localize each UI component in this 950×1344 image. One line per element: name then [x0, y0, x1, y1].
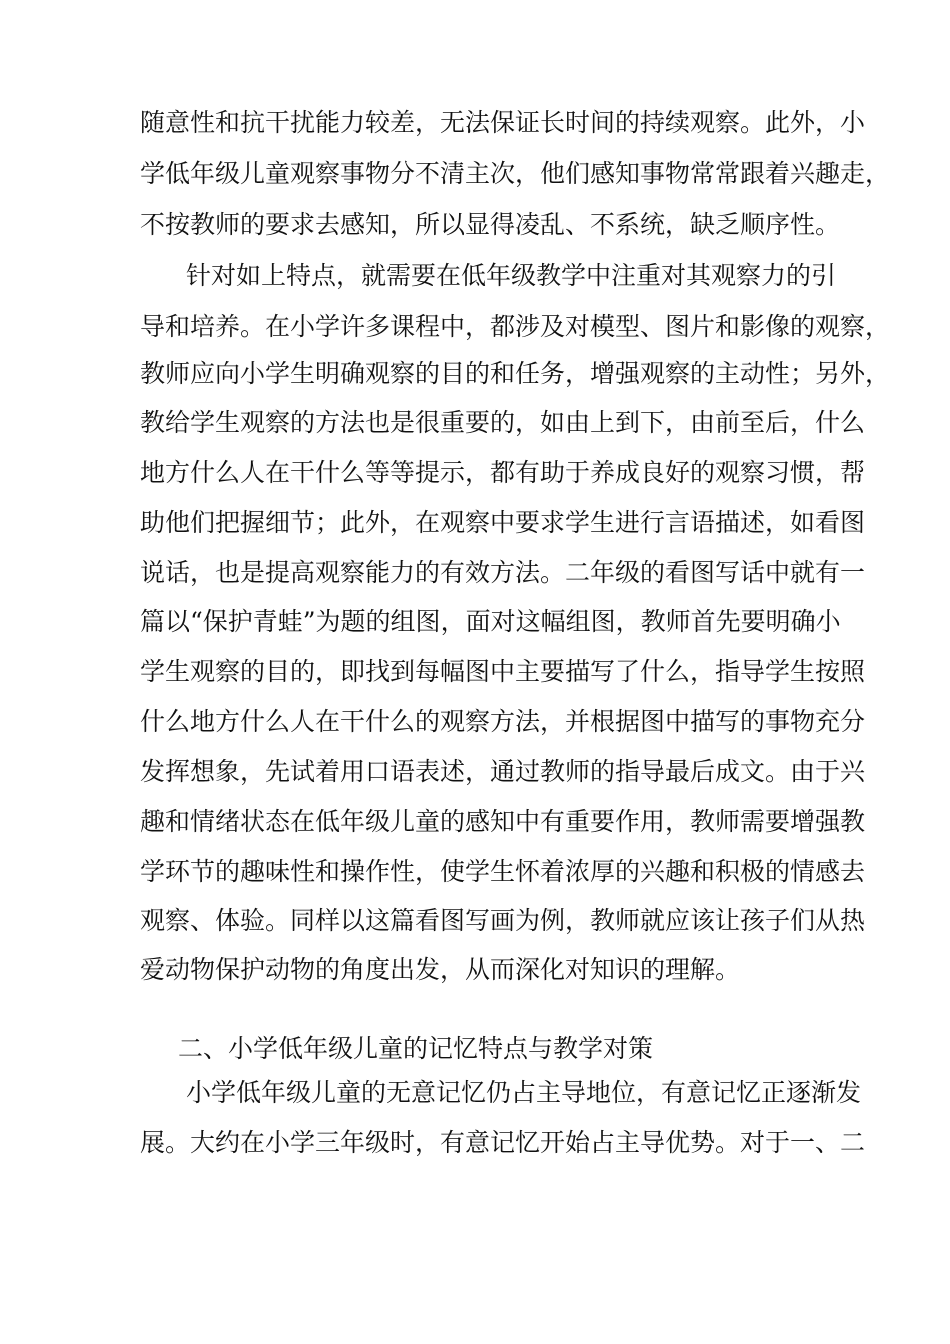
paragraph-first-line: 小学低年级儿童的无意记忆仍占主导地位，有意记忆正逐渐发: [186, 1078, 862, 1107]
paragraph-line: 随意性和抗干扰能力较差，无法保证长时间的持续观察。此外，小: [140, 108, 866, 137]
paragraph-line: 导和培养。在小学许多课程中，都涉及对模型、图片和影像的观察，: [140, 312, 891, 341]
paragraph-line: 爱动物保护动物的角度出发，从而深化对知识的理解。: [140, 955, 741, 984]
paragraph-line: 助他们把握细节；此外，在观察中要求学生进行言语描述，如看图: [140, 508, 866, 537]
paragraph-line: 展。大约在小学三年级时，有意记忆开始占主导优势。对于一、二: [140, 1128, 866, 1157]
paragraph-line: 教师应向小学生明确观察的目的和任务，增强观察的主动性；另外，: [140, 359, 891, 388]
paragraph-line: 学环节的趣味性和操作性，使学生怀着浓厚的兴趣和积极的情感去: [140, 857, 866, 886]
paragraph-line: 不按教师的要求去感知，所以显得凌乱、不系统，缺乏顺序性。: [140, 210, 841, 239]
paragraph-line: 学低年级儿童观察事物分不清主次，他们感知事物常常跟着兴趣走，: [140, 159, 891, 188]
section-heading: 二、小学低年级儿童的记忆特点与教学对策: [178, 1034, 654, 1063]
paragraph-first-line: 针对如上特点，就需要在低年级教学中注重对其观察力的引: [186, 261, 837, 290]
paragraph-line: 说话，也是提高观察能力的有效方法。二年级的看图写话中就有一: [140, 558, 866, 587]
paragraph-line: 学生观察的目的，即找到每幅图中主要描写了什么，指导学生按照: [140, 657, 866, 686]
paragraph-line: 篇以“保护青蛙”为题的组图，面对这幅组图，教师首先要明确小: [140, 607, 841, 636]
paragraph-line: 观察、体验。同样以这篇看图写画为例，教师就应该让孩子们从热: [140, 906, 866, 935]
paragraph-line: 地方什么人在干什么等等提示，都有助于养成良好的观察习惯，帮: [140, 458, 866, 487]
paragraph-line: 教给学生观察的方法也是很重要的，如由上到下，由前至后，什么: [140, 408, 866, 437]
paragraph-line: 发挥想象，先试着用口语表述，通过教师的指导最后成文。由于兴: [140, 757, 866, 786]
paragraph-line: 什么地方什么人在干什么的观察方法，并根据图中描写的事物充分: [140, 707, 866, 736]
paragraph-line: 趣和情绪状态在低年级儿童的感知中有重要作用，教师需要增强教: [140, 807, 866, 836]
